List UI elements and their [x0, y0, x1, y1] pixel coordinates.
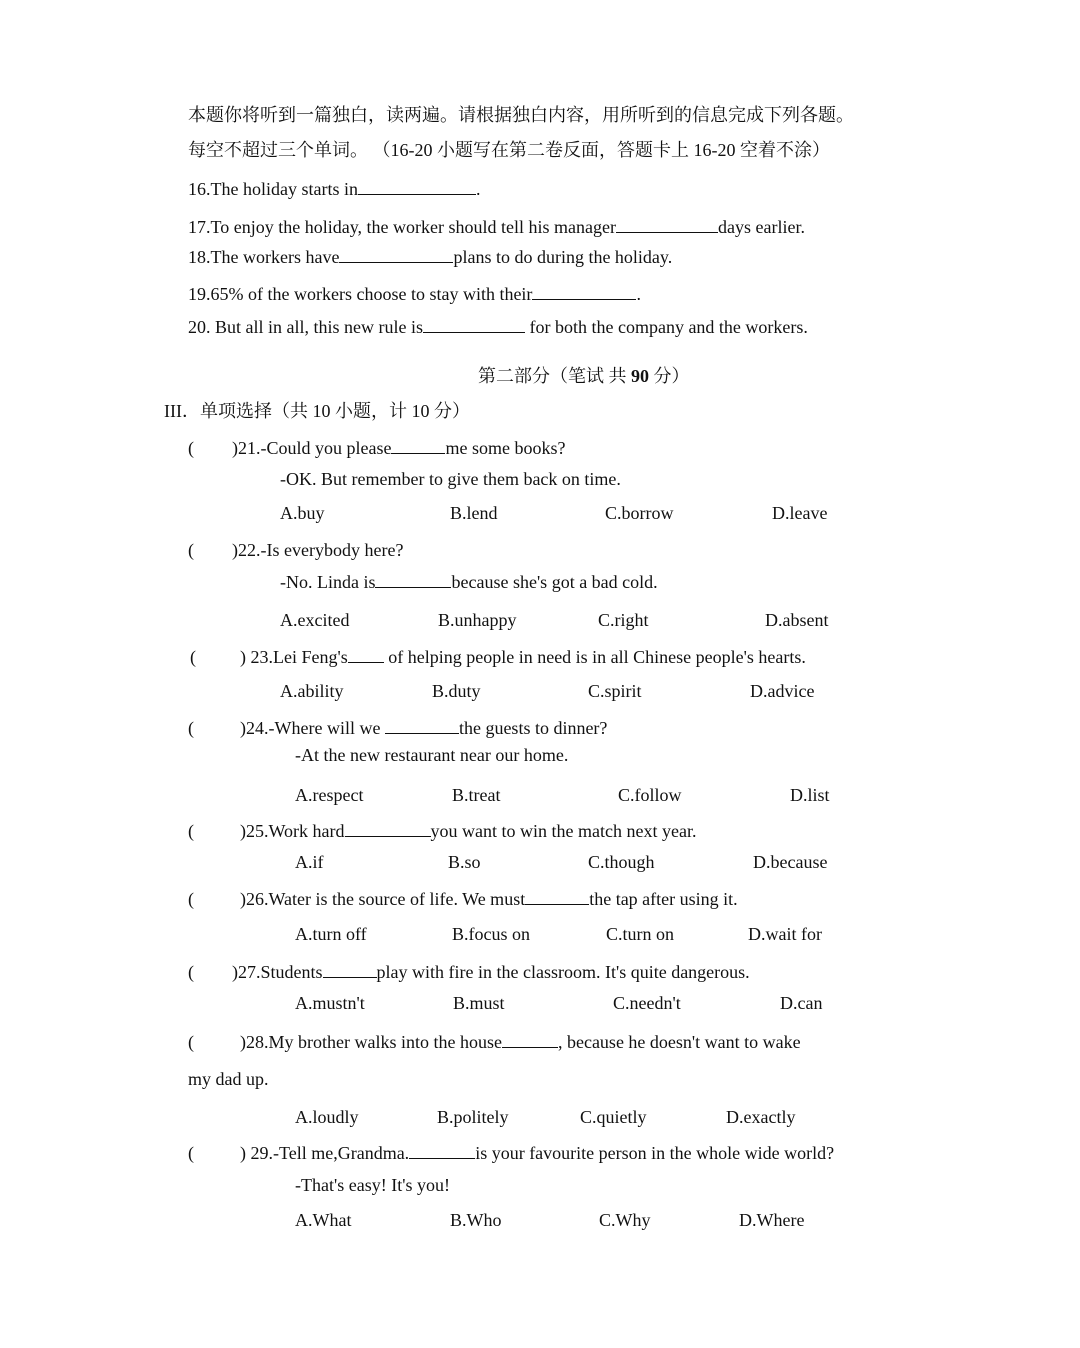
- question-text: , because he doesn't want to wake: [557, 1032, 801, 1052]
- item-text: 16.The holiday starts in: [188, 179, 358, 199]
- option-a[interactable]: A.if: [295, 852, 324, 872]
- question-text: 29.-Tell me,Grandma.: [246, 1143, 410, 1163]
- question-text: 27.Students: [238, 962, 323, 982]
- option-c[interactable]: C.spirit: [588, 681, 642, 701]
- question-23: [190, 645, 806, 668]
- answer-blank[interactable]: [323, 960, 377, 978]
- question-text: 22.-Is everybody here?: [238, 540, 404, 560]
- question-text: because she's got a bad cold.: [451, 572, 658, 592]
- question-27: [188, 960, 750, 983]
- question-text: me some books?: [445, 438, 566, 458]
- question-text: play with fire in the classroom. It's quite dangerous.: [376, 962, 750, 982]
- option-c[interactable]: C.follow: [618, 785, 682, 805]
- question-24-dialogue: -At the new restaurant near our home.: [295, 745, 569, 765]
- answer-paren-open[interactable]: (: [188, 889, 194, 909]
- option-b[interactable]: B.Who: [450, 1210, 502, 1230]
- option-b[interactable]: B.duty: [432, 681, 481, 701]
- option-d[interactable]: D.can: [780, 993, 823, 1013]
- item-text: 18.The workers have: [188, 247, 340, 267]
- answer-blank[interactable]: [532, 282, 636, 300]
- question-text: is your favourite person in the whole wide world?: [475, 1143, 835, 1163]
- question-24: [188, 716, 607, 739]
- listening-item-17: [188, 215, 805, 238]
- answer-paren-open[interactable]: (: [188, 540, 194, 560]
- intro-line-2: 每空不超过三个单词。 （16-20 小题写在第二卷反面，答题卡上 16-20 空着不涂）: [188, 140, 830, 160]
- option-a[interactable]: A.ability: [280, 681, 344, 701]
- question-text: 25.Work hard: [246, 821, 345, 841]
- option-b[interactable]: B.must: [453, 993, 505, 1013]
- option-c[interactable]: C.Why: [599, 1210, 651, 1230]
- question-text: 26.Water is the source of life. We must: [246, 889, 526, 909]
- option-d[interactable]: D.because: [753, 852, 828, 872]
- answer-paren-open[interactable]: (: [190, 647, 196, 667]
- answer-blank[interactable]: [391, 436, 445, 454]
- option-d[interactable]: D.leave: [772, 503, 828, 523]
- question-26: [188, 887, 738, 910]
- answer-blank[interactable]: [348, 645, 384, 663]
- question-28-continued: my dad up.: [188, 1069, 269, 1089]
- option-c[interactable]: C.turn on: [606, 924, 675, 944]
- option-b[interactable]: B.politely: [437, 1107, 509, 1127]
- option-d[interactable]: D.Where: [739, 1210, 805, 1230]
- answer-blank[interactable]: [339, 245, 453, 263]
- answer-paren-close: ): [232, 962, 238, 982]
- answer-paren-open[interactable]: (: [188, 1032, 194, 1052]
- option-d[interactable]: D.wait for: [748, 924, 822, 944]
- item-text: days earlier.: [717, 217, 805, 237]
- option-a[interactable]: A.turn off: [295, 924, 367, 944]
- answer-paren-close: ): [240, 1032, 246, 1052]
- answer-paren-close: ): [240, 821, 246, 841]
- answer-paren-open[interactable]: (: [188, 821, 194, 841]
- question-22-dialogue: [280, 570, 658, 593]
- option-b[interactable]: B.unhappy: [438, 610, 517, 630]
- listening-item-20: [188, 315, 808, 338]
- item-text: 17.To enjoy the holiday, the worker should tell his manager: [188, 217, 616, 237]
- question-29-dialogue: -That's easy! It's you!: [295, 1175, 450, 1195]
- answer-paren-open[interactable]: (: [188, 962, 194, 982]
- answer-blank[interactable]: [423, 315, 525, 333]
- section-title: III．单项选择（共 10 小题，计 10 分）: [164, 401, 470, 421]
- item-text: 20. But all in all, this new rule is: [188, 317, 423, 337]
- option-b[interactable]: B.so: [448, 852, 481, 872]
- answer-paren-open[interactable]: (: [188, 718, 194, 738]
- answer-blank[interactable]: [525, 887, 589, 905]
- answer-blank[interactable]: [375, 570, 451, 588]
- option-c[interactable]: C.needn't: [613, 993, 681, 1013]
- option-a[interactable]: A.loudly: [295, 1107, 359, 1127]
- question-text: -No. Linda is: [280, 572, 376, 592]
- option-d[interactable]: D.exactly: [726, 1107, 796, 1127]
- answer-blank[interactable]: [358, 177, 476, 195]
- question-21-dialogue: -OK. But remember to give them back on time.: [280, 469, 621, 489]
- listening-item-18: [188, 245, 672, 268]
- answer-paren-close: ): [240, 1143, 246, 1163]
- option-d[interactable]: D.advice: [750, 681, 815, 701]
- question-21: [188, 436, 565, 459]
- option-b[interactable]: B.treat: [452, 785, 501, 805]
- item-text: for both the company and the workers.: [524, 317, 808, 337]
- part-score: 90: [631, 366, 649, 386]
- question-text: 23.Lei Feng's: [246, 647, 348, 667]
- option-d[interactable]: D.absent: [765, 610, 829, 630]
- answer-paren-open[interactable]: (: [188, 1143, 194, 1163]
- intro-line-1: 本题你将听到一篇独白，读两遍。请根据独白内容，用所听到的信息完成下列各题。: [188, 105, 854, 125]
- item-text: .: [636, 284, 641, 304]
- question-22: [188, 539, 403, 561]
- listening-item-16: [188, 177, 480, 200]
- option-b[interactable]: B.lend: [450, 503, 498, 523]
- answer-paren-close: ): [232, 438, 238, 458]
- listening-item-19: [188, 282, 641, 305]
- option-a[interactable]: A.buy: [280, 503, 325, 523]
- answer-blank[interactable]: [616, 215, 718, 233]
- option-c[interactable]: C.quietly: [580, 1107, 647, 1127]
- question-text: the tap after using it.: [589, 889, 738, 909]
- item-text: plans to do during the holiday.: [453, 247, 673, 267]
- part-2-title: [478, 365, 690, 387]
- option-c[interactable]: C.though: [588, 852, 655, 872]
- option-a[interactable]: A.respect: [295, 785, 364, 805]
- answer-paren-close: ): [240, 889, 246, 909]
- answer-paren-close: ): [232, 540, 238, 560]
- question-text: you want to win the match next year.: [430, 821, 697, 841]
- option-a[interactable]: A.mustn't: [295, 993, 365, 1013]
- answer-paren-open[interactable]: (: [188, 438, 194, 458]
- option-d[interactable]: D.list: [790, 785, 830, 805]
- answer-blank[interactable]: [409, 1141, 475, 1159]
- answer-blank[interactable]: [385, 716, 459, 734]
- question-29: [188, 1141, 834, 1164]
- question-text: of helping people in need is in all Chinese people's hearts.: [383, 647, 806, 667]
- question-text: 21.-Could you please: [238, 438, 392, 458]
- option-c[interactable]: C.right: [598, 610, 649, 630]
- part-title-text: 分）: [649, 366, 690, 386]
- option-a[interactable]: A.excited: [280, 610, 350, 630]
- item-text: 19.65% of the workers choose to stay with their: [188, 284, 533, 304]
- answer-blank[interactable]: [502, 1030, 558, 1048]
- part-title-text: 第二部分（笔试 共: [478, 366, 631, 386]
- item-text: .: [475, 179, 481, 199]
- answer-blank[interactable]: [345, 819, 431, 837]
- question-25: [188, 819, 696, 842]
- option-a[interactable]: A.What: [295, 1210, 352, 1230]
- answer-paren-close: ): [240, 718, 246, 738]
- question-28: [188, 1030, 801, 1053]
- option-c[interactable]: C.borrow: [605, 503, 674, 523]
- question-text: 24.-Where will we: [246, 718, 385, 738]
- question-text: the guests to dinner?: [458, 718, 608, 738]
- question-text: 28.My brother walks into the house: [246, 1032, 502, 1052]
- option-b[interactable]: B.focus on: [452, 924, 530, 944]
- answer-paren-close: ): [240, 647, 246, 667]
